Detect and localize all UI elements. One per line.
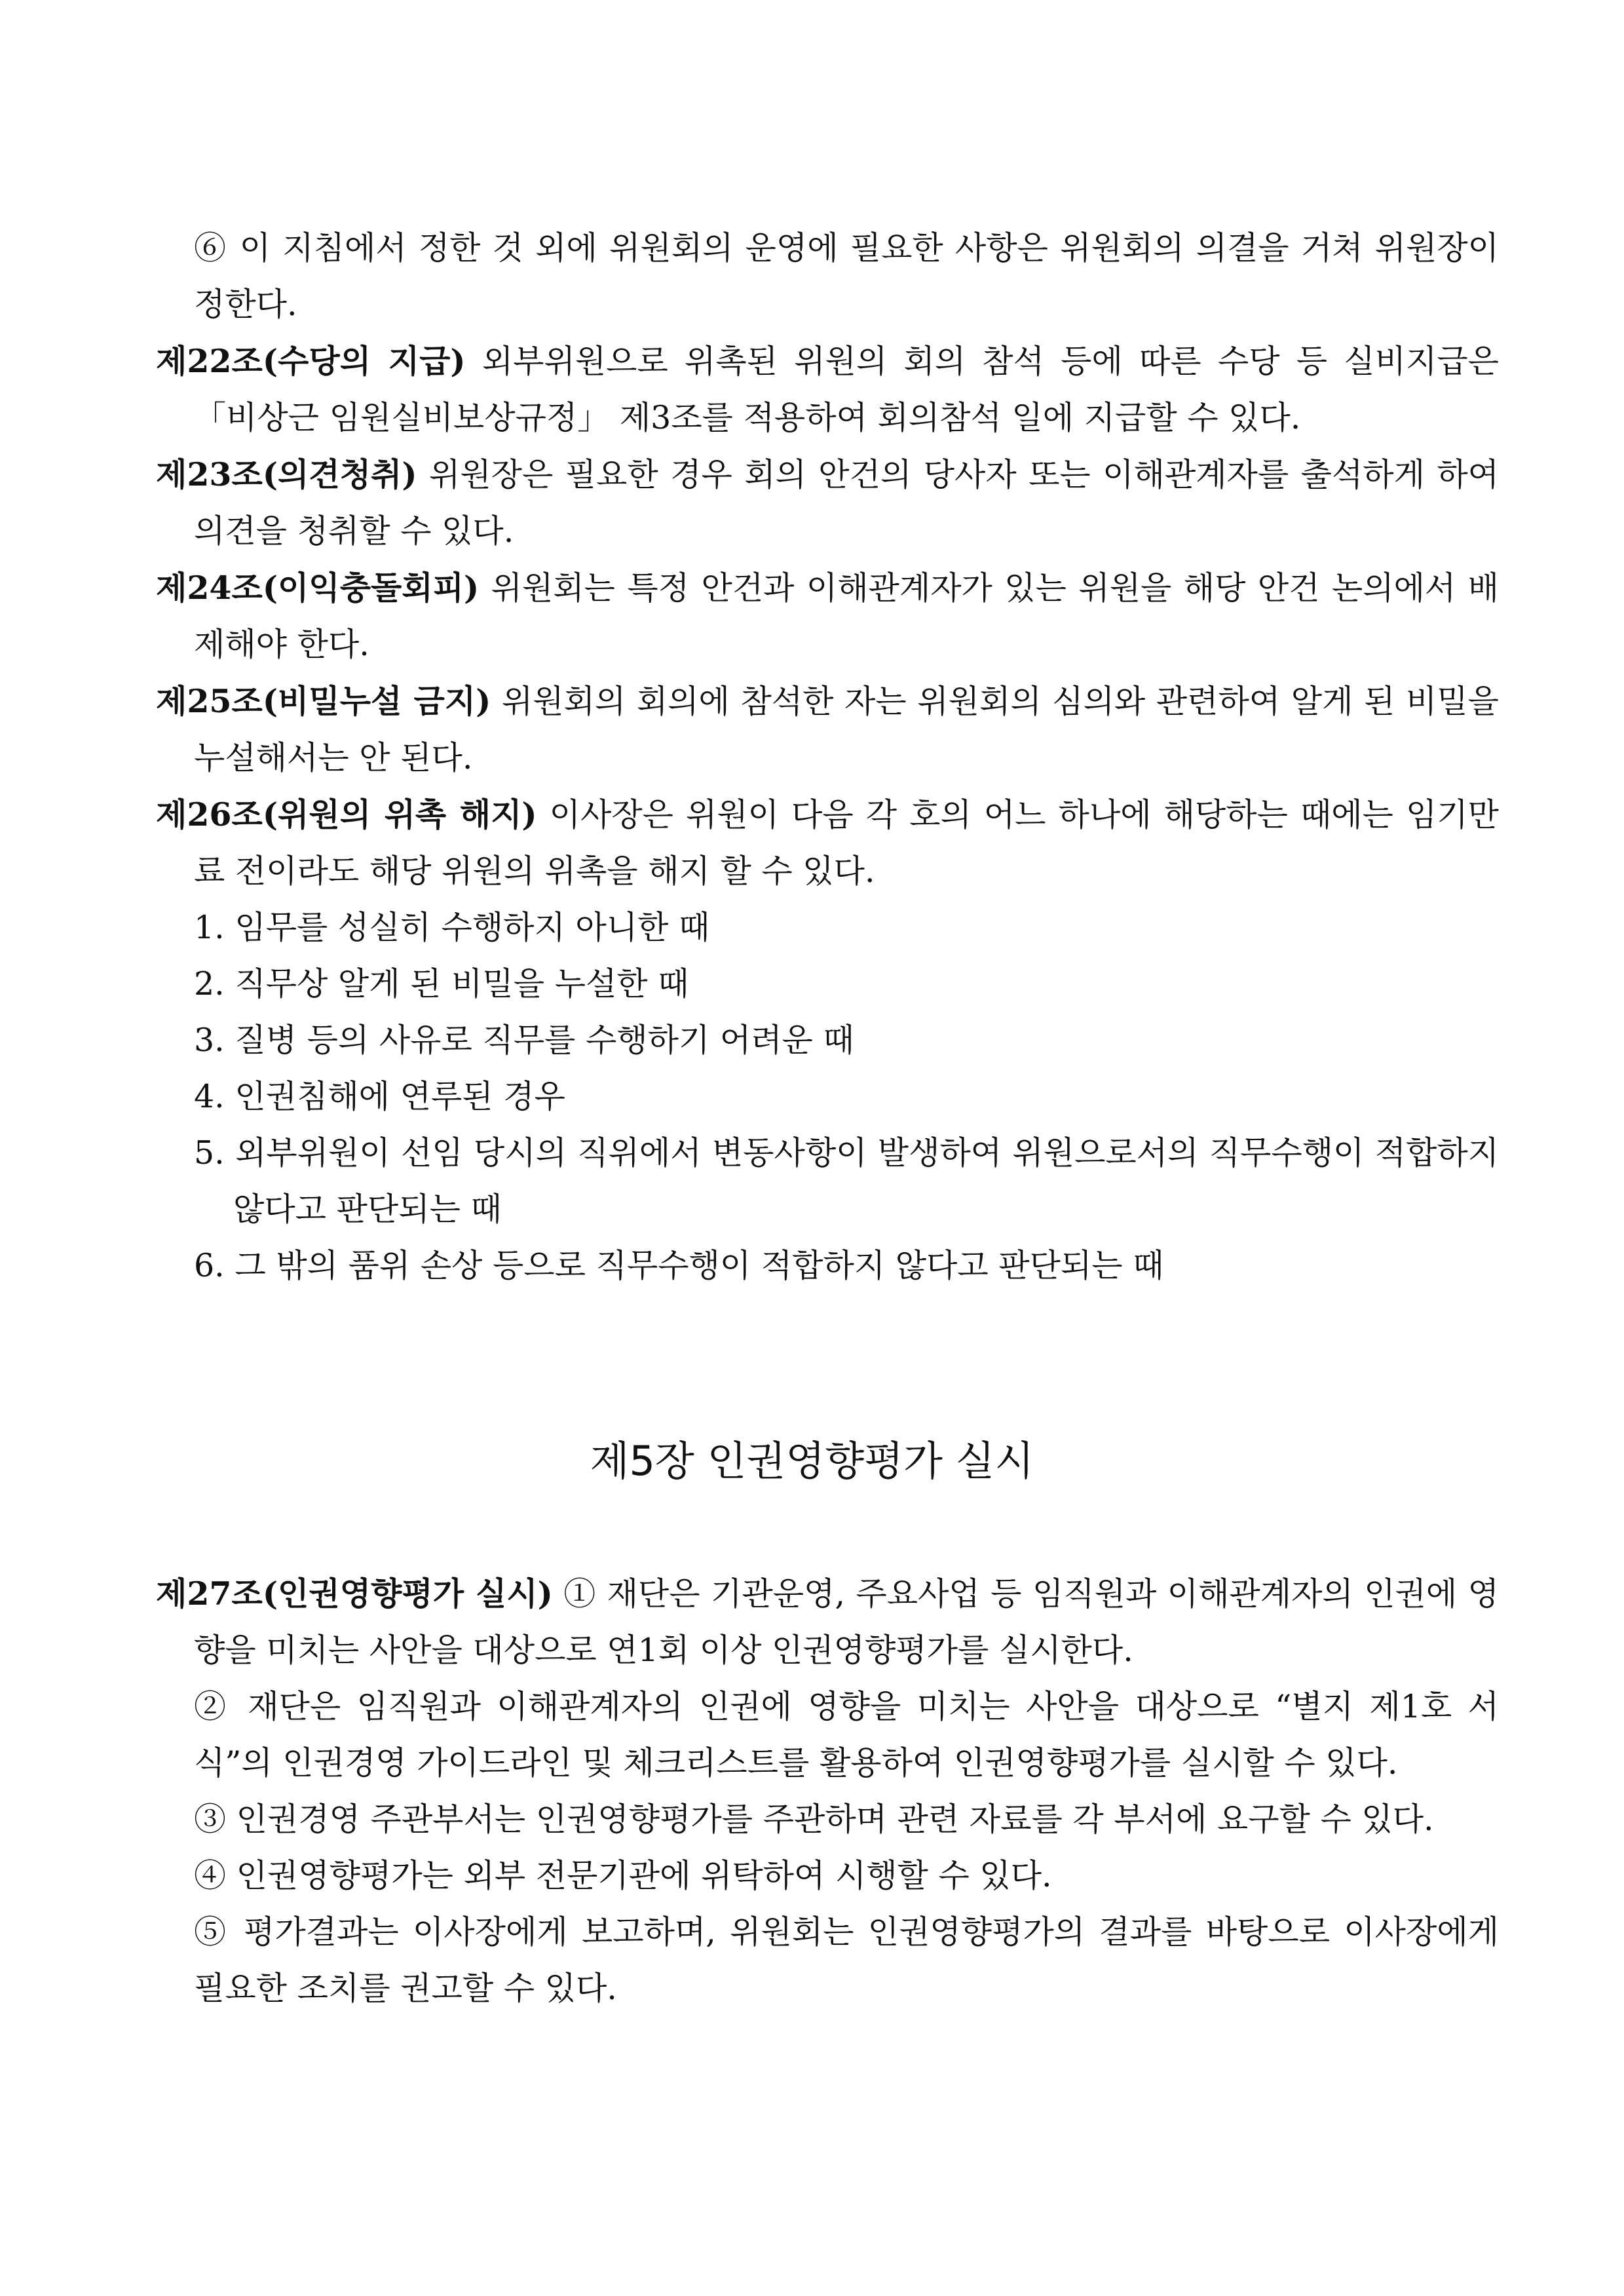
article-22-title: 제22조(수당의 지급) [156, 342, 466, 380]
article-25 [156, 673, 1499, 786]
article-26-title: 제26조(위원의 위촉 해지) [156, 795, 537, 833]
article-24 [156, 560, 1499, 673]
article-26 [156, 786, 1499, 900]
article-22 [156, 333, 1499, 446]
article-22-text: 외부위원으로 위촉된 위원의 회의 참석 등에 따른 수당 등 실비지급은 「비상근 임원실비보상규정」 제3조를 적용하여 회의참석 일에 지급할 수 있다. [194, 343, 1499, 436]
article-26-item: 3. 질병 등의 사유로 직무를 수행하기 어려운 때 [194, 1022, 854, 1059]
section-a [156, 220, 1499, 1294]
paragraph-2: ② 재단은 임직원과 이해관계자의 인권에 영향을 미치는 사안을 대상으로 “별지 제1호 서식”의 인권경영 가이드라인 및 체크리스트를 활용하여 인권영향평가를 실시할 수 있다. [194, 1688, 1499, 1782]
article-24-title: 제24조(이익충돌회피) [156, 569, 480, 607]
article-26-item: 5. 외부위원이 선임 당시의 직위에서 변동사항이 발생하여 위원으로서의 직무수행이 적합하지 않다고 판단되는 때 [194, 1134, 1499, 1228]
chapter-heading: 제5장 인권영향평가 실시 [590, 1437, 1034, 1485]
paragraph-3: ③ 인권경영 주관부서는 인권영향평가를 주관하며 관련 자료를 각 부서에 요구할 수 있다. [194, 1801, 1434, 1838]
article-26-item: 2. 직무상 알게 된 비밀을 누설한 때 [194, 965, 689, 1003]
section-b [156, 1565, 1499, 2017]
article-26-item: 4. 인권침해에 연루된 경우 [194, 1078, 565, 1115]
article-23-title: 제23조(의견청취) [156, 455, 417, 493]
article-27-text: ① 재단은 기관운영, 주요사업 등 임직원과 이해관계자의 인권에 영향을 미치는 사안을 대상으로 연1회 이상 인권영향평가를 실시한다. [194, 1575, 1499, 1669]
paragraph-5: ⑤ 평가결과는 이사장에게 보고하며, 위원회는 인권영향평가의 결과를 바탕으로 이사장에게 필요한 조치를 권고할 수 있다. [194, 1913, 1499, 2007]
article-24-text: 위원회는 특정 안건과 이해관계자가 있는 위원을 해당 안건 논의에서 배제해야 한다. [194, 569, 1499, 663]
article-26-item: 1. 임무를 성실히 수행하지 아니한 때 [194, 909, 710, 946]
article-23 [156, 446, 1499, 560]
article-27 [156, 1565, 1499, 1679]
article-26-item: 6. 그 밖의 품위 손상 등으로 직무수행이 적합하지 않다고 판단되는 때 [194, 1247, 1164, 1284]
paragraph-6: ⑥ 이 지침에서 정한 것 외에 위원회의 운영에 필요한 사항은 위원회의 의결을 거쳐 위원장이 정한다. [194, 229, 1499, 323]
article-23-text: 위원장은 필요한 경우 회의 안건의 당사자 또는 이해관계자를 출석하게 하여 의견을 청취할 수 있다. [194, 456, 1499, 550]
paragraph-4: ④ 인권영향평가는 외부 전문기관에 위탁하여 시행할 수 있다. [194, 1857, 1052, 1894]
article-27-title: 제27조(인권영향평가 실시) [156, 1575, 553, 1613]
article-25-text: 위원회의 회의에 참석한 자는 위원회의 심의와 관련하여 알게 된 비밀을 누설해서는 안 된다. [194, 683, 1499, 776]
article-25-title: 제25조(비밀누설 금지) [156, 682, 491, 720]
article-26-text: 이사장은 위원이 다음 각 호의 어느 하나에 해당하는 때에는 임기만료 전이라도 해당 위원의 위촉을 해지 할 수 있다. [194, 796, 1499, 890]
